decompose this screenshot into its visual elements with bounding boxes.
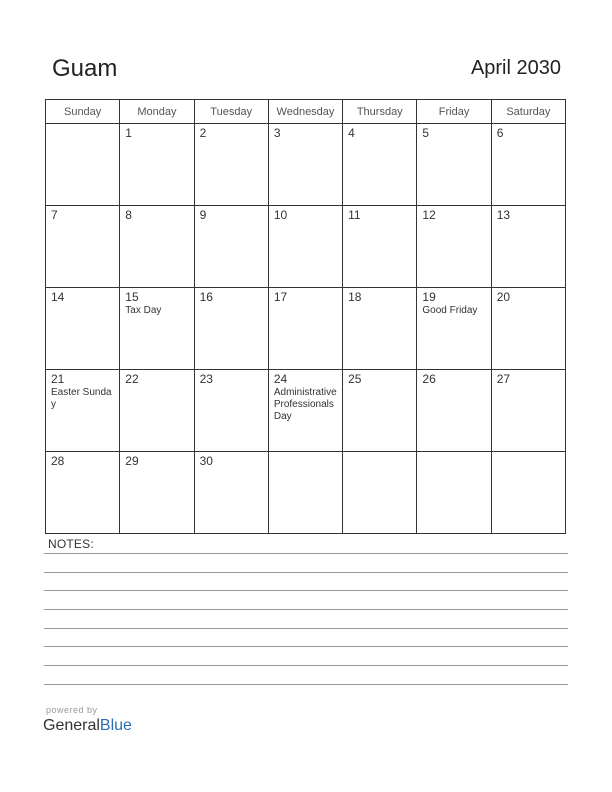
calendar-grid bbox=[45, 99, 566, 534]
calendar-day-cell[interactable] bbox=[194, 124, 268, 206]
calendar-day-cell[interactable] bbox=[268, 288, 342, 370]
holiday-event: Easter Sunday bbox=[51, 387, 112, 410]
calendar-week-row bbox=[46, 288, 566, 370]
calendar-day-cell[interactable] bbox=[491, 370, 565, 452]
day-number: 25 bbox=[348, 372, 362, 386]
calendar-day-cell[interactable] bbox=[46, 452, 120, 534]
day-number: 28 bbox=[51, 454, 65, 468]
day-number: 11 bbox=[348, 208, 361, 222]
calendar-day-cell[interactable] bbox=[46, 370, 120, 452]
weekday-thursday: Thursday bbox=[343, 100, 417, 124]
day-number: 20 bbox=[496, 290, 511, 304]
day-number: 6 bbox=[496, 126, 504, 140]
calendar-day-cell[interactable] bbox=[120, 288, 194, 370]
day-number: 14 bbox=[51, 290, 65, 304]
calendar-week-row bbox=[46, 206, 566, 288]
weekday-wednesday: Wednesday bbox=[268, 100, 342, 124]
day-number: 2 bbox=[199, 126, 207, 140]
day-number: 15 bbox=[125, 290, 139, 304]
calendar-day-cell[interactable] bbox=[417, 452, 491, 534]
calendar-day-cell[interactable] bbox=[491, 206, 565, 288]
calendar-day-cell[interactable] bbox=[194, 370, 268, 452]
day-number: 1 bbox=[125, 126, 132, 140]
day-number: 24 bbox=[273, 372, 288, 386]
holiday-event: Good Friday bbox=[422, 305, 478, 316]
calendar-day-cell[interactable] bbox=[194, 452, 268, 534]
notes-label: NOTES: bbox=[48, 537, 94, 551]
weekday-saturday: Saturday bbox=[491, 100, 565, 124]
calendar-day-cell[interactable] bbox=[120, 124, 194, 206]
day-number: 5 bbox=[422, 126, 430, 140]
day-number: 4 bbox=[348, 126, 355, 140]
day-number: 16 bbox=[199, 290, 213, 304]
day-number: 30 bbox=[199, 454, 213, 468]
day-number: 7 bbox=[51, 208, 58, 222]
day-number: 27 bbox=[496, 372, 511, 386]
day-number: 17 bbox=[273, 290, 288, 304]
calendar-day-cell[interactable] bbox=[491, 452, 565, 534]
generalblue-logo[interactable] bbox=[43, 717, 132, 735]
powered-by-text: powered by bbox=[46, 705, 98, 715]
calendar-day-cell[interactable] bbox=[417, 206, 491, 288]
calendar-day-cell[interactable] bbox=[268, 124, 342, 206]
weekday-friday: Friday bbox=[417, 100, 491, 124]
day-number: 3 bbox=[273, 126, 281, 140]
day-number: 9 bbox=[199, 208, 207, 222]
holiday-event: Administrative Professionals Day bbox=[273, 387, 337, 422]
day-number: 21 bbox=[51, 372, 65, 386]
note-line bbox=[44, 572, 568, 573]
day-number: 10 bbox=[273, 208, 288, 222]
day-number: 13 bbox=[496, 208, 511, 222]
calendar-day-cell[interactable] bbox=[46, 288, 120, 370]
calendar-day-cell[interactable] bbox=[343, 124, 417, 206]
calendar-day-cell[interactable] bbox=[343, 452, 417, 534]
calendar-location-title: Guam bbox=[52, 55, 118, 82]
calendar-day-cell[interactable] bbox=[268, 370, 342, 452]
calendar-day-cell[interactable] bbox=[343, 288, 417, 370]
note-line bbox=[44, 553, 568, 554]
weekday-sunday: Sunday bbox=[46, 100, 120, 124]
day-number: 18 bbox=[348, 290, 362, 304]
calendar-month-title: April 2030 bbox=[470, 57, 561, 79]
calendar-week-row bbox=[46, 370, 566, 452]
brand-blue-text: Blue bbox=[99, 717, 132, 734]
calendar-day-cell[interactable] bbox=[417, 124, 491, 206]
day-number: 12 bbox=[422, 208, 436, 222]
brand-general-text: General bbox=[43, 717, 100, 734]
calendar-day-cell[interactable] bbox=[46, 124, 120, 206]
calendar-week-row bbox=[46, 452, 566, 534]
calendar-day-cell[interactable] bbox=[343, 206, 417, 288]
calendar-day-cell[interactable] bbox=[194, 206, 268, 288]
calendar-day-cell[interactable] bbox=[46, 206, 120, 288]
note-line bbox=[44, 665, 568, 666]
day-number: 29 bbox=[125, 454, 139, 468]
calendar-week-row bbox=[46, 124, 566, 206]
note-line bbox=[44, 590, 568, 591]
calendar-day-cell[interactable] bbox=[491, 124, 565, 206]
calendar-day-cell[interactable] bbox=[343, 370, 417, 452]
weekday-header-row bbox=[46, 100, 566, 124]
weekday-tuesday: Tuesday bbox=[194, 100, 268, 124]
note-line bbox=[44, 646, 568, 647]
day-number: 22 bbox=[125, 372, 139, 386]
day-number: 8 bbox=[125, 208, 132, 222]
holiday-event: Tax Day bbox=[125, 305, 162, 316]
calendar-day-cell[interactable] bbox=[120, 452, 194, 534]
calendar-day-cell[interactable] bbox=[194, 288, 268, 370]
note-line bbox=[44, 684, 568, 685]
weekday-monday: Monday bbox=[120, 100, 194, 124]
note-line bbox=[44, 609, 568, 610]
calendar-day-cell[interactable] bbox=[120, 206, 194, 288]
calendar-day-cell[interactable] bbox=[120, 370, 194, 452]
calendar-day-cell[interactable] bbox=[268, 206, 342, 288]
calendar-day-cell[interactable] bbox=[417, 370, 491, 452]
calendar-day-cell[interactable] bbox=[491, 288, 565, 370]
calendar-day-cell[interactable] bbox=[268, 452, 342, 534]
day-number: 19 bbox=[422, 290, 436, 304]
day-number: 23 bbox=[199, 372, 213, 386]
note-line bbox=[44, 628, 568, 629]
day-number: 26 bbox=[422, 372, 436, 386]
calendar-day-cell[interactable] bbox=[417, 288, 491, 370]
